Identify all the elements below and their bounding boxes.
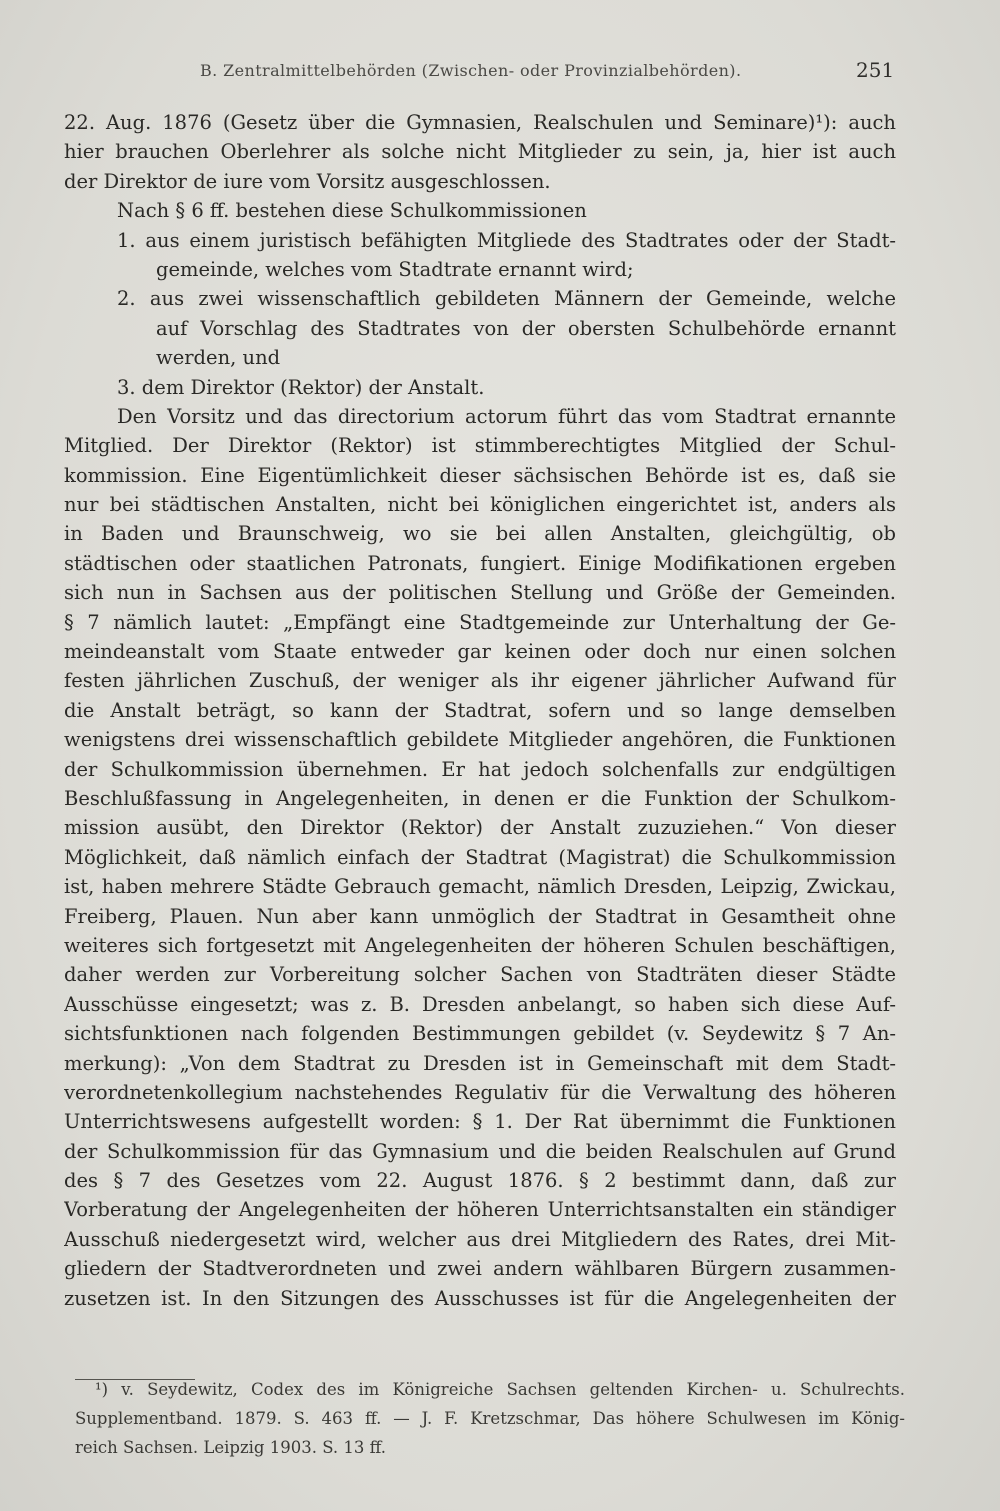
- text-line: Möglichkeit, daß nämlich einfach der Stadtrat (Magistrat) die Schulkommission: [64, 845, 896, 869]
- text-line: sich nun in Sachsen aus der politischen Stellung und Größe der Gemeinden.: [64, 581, 896, 605]
- text-line: weiteres sich fortgesetzt mit Angelegenheiten der höheren Schulen beschäftigen,: [64, 933, 896, 957]
- text-line: meindeanstalt vom Staate entweder gar keinen oder doch nur einen solchen: [64, 640, 896, 664]
- text-line: mission ausübt, den Direktor (Rektor) der Anstalt zuzuziehen.“ Von dieser: [64, 816, 896, 840]
- text-line: verordnetenkollegium nachstehendes Regulativ für die Verwaltung des höheren: [64, 1080, 896, 1104]
- list-item-2-continued: auf Vorschlag des Stadtrates von der obersten Schulbehörde ernannt: [156, 316, 896, 340]
- footnote-line: Supplementband. 1879. S. 463 ff. — J. F. Kretzschmar, Das höhere Schulwesen im König-: [75, 1409, 905, 1428]
- text-line: merkung): „Von dem Stadtrat zu Dresden ist in Gemeinschaft mit dem Stadt-: [64, 1051, 896, 1075]
- text-line: der Direktor de iure vom Vorsitz ausgeschlossen.: [64, 169, 551, 193]
- text-line: gliedern der Stadtverordneten und zwei andern wählbaren Bürgern zusammen-: [64, 1257, 896, 1281]
- text-line: Unterrichtswesens aufgestellt worden: § 1. Der Rat übernimmt die Funktionen: [64, 1110, 896, 1134]
- text-line: ist, haben mehrere Städte Gebrauch gemacht, nämlich Dresden, Leipzig, Zwickau,: [64, 875, 896, 899]
- text-line: festen jährlichen Zuschuß, der weniger als ihr eigener jährlicher Aufwand für: [64, 669, 896, 693]
- text-line: Beschlußfassung in Angelegenheiten, in denen er die Funktion der Schulkom-: [64, 786, 896, 810]
- text-line: Ausschuß niedergesetzt wird, welcher aus drei Mitgliedern des Rates, drei Mit-: [64, 1227, 896, 1251]
- text-line: städtischen oder staatlichen Patronats, fungiert. Einige Modifikationen ergeben: [64, 551, 896, 575]
- text-line: sichtsfunktionen nach folgenden Bestimmungen gebildet (v. Seydewitz § 7 An-: [64, 1022, 896, 1046]
- text-line: zusetzen ist. In den Sitzungen des Ausschusses ist für die Angelegenheiten der: [64, 1286, 896, 1310]
- text-line: Freiberg, Plauen. Nun aber kann unmöglich der Stadtrat in Gesamtheit ohne: [64, 904, 896, 928]
- text-line: Ausschüsse eingesetzt; was z. B. Dresden anbelangt, so haben sich diese Auf-: [64, 992, 896, 1016]
- footnote-line: ¹) v. Seydewitz, Codex des im Königreiche Sachsen geltenden Kirchen- u. Schulrechts.: [95, 1380, 905, 1399]
- text-line: Nach § 6 ff. bestehen diese Schulkommissionen: [117, 199, 587, 223]
- footnotes: [75, 1375, 905, 1462]
- list-item-2-continued: werden, und: [156, 346, 281, 370]
- text-line: daher werden zur Vorbereitung solcher Sachen von Stadträten dieser Städte: [64, 963, 896, 987]
- text-line: nur bei städtischen Anstalten, nicht bei königlichen eingerichtet ist, anders als: [64, 493, 896, 517]
- list-item-1: 1. aus einem juristisch befähigten Mitgliede des Stadtrates oder der Stadt-: [117, 228, 896, 252]
- text-line: Mitglied. Der Direktor (Rektor) ist stimmberechtigtes Mitglied der Schul-: [64, 434, 896, 458]
- footnote-line: reich Sachsen. Leipzig 1903. S. 13 ff.: [75, 1438, 387, 1457]
- text-line: Den Vorsitz und das directorium actorum führt das vom Stadtrat ernannte: [117, 404, 896, 428]
- text-line: die Anstalt beträgt, so kann der Stadtrat, sofern und so lange demselben: [64, 698, 896, 722]
- text-line: 22. Aug. 1876 (Gesetz über die Gymnasien, Realschulen und Seminare)¹): auch: [64, 111, 896, 134]
- text-line: Vorberatung der Angelegenheiten der höheren Unterrichtsanstalten ein ständiger: [64, 1198, 896, 1222]
- text-line: hier brauchen Oberlehrer als solche nicht Mitglieder zu sein, ja, hier ist auch: [64, 140, 896, 164]
- list-item-3: 3. dem Direktor (Rektor) der Anstalt.: [117, 375, 485, 399]
- text-line: in Baden und Braunschweig, wo sie bei allen Anstalten, gleichgültig, ob: [64, 522, 896, 546]
- text-line: § 7 nämlich lautet: „Empfängt eine Stadtgemeinde zur Unterhaltung der Ge-: [64, 610, 896, 634]
- list-item-1-continued: gemeinde, welches vom Stadtrate ernannt wird;: [156, 257, 634, 281]
- main-text: [64, 108, 896, 1313]
- page-number: 251: [856, 58, 895, 82]
- text-line: wenigstens drei wissenschaftlich gebildete Mitglieder angehören, die Funktionen: [64, 728, 896, 752]
- text-line: des § 7 des Gesetzes vom 22. August 1876. § 2 bestimmt dann, daß zur: [64, 1169, 896, 1193]
- text-line: der Schulkommission für das Gymnasium und die beiden Realschulen auf Grund: [64, 1139, 896, 1163]
- text-line: kommission. Eine Eigentümlichkeit dieser sächsischen Behörde ist es, daß sie: [64, 463, 896, 487]
- running-title: B. Zentralmittelbehörden (Zwischen- oder Provinzialbehörden).: [200, 61, 742, 80]
- text-line: der Schulkommission übernehmen. Er hat jedoch solchenfalls zur endgültigen: [64, 757, 896, 781]
- list-item-2: 2. aus zwei wissenschaftlich gebildeten Männern der Gemeinde, welche: [117, 287, 896, 311]
